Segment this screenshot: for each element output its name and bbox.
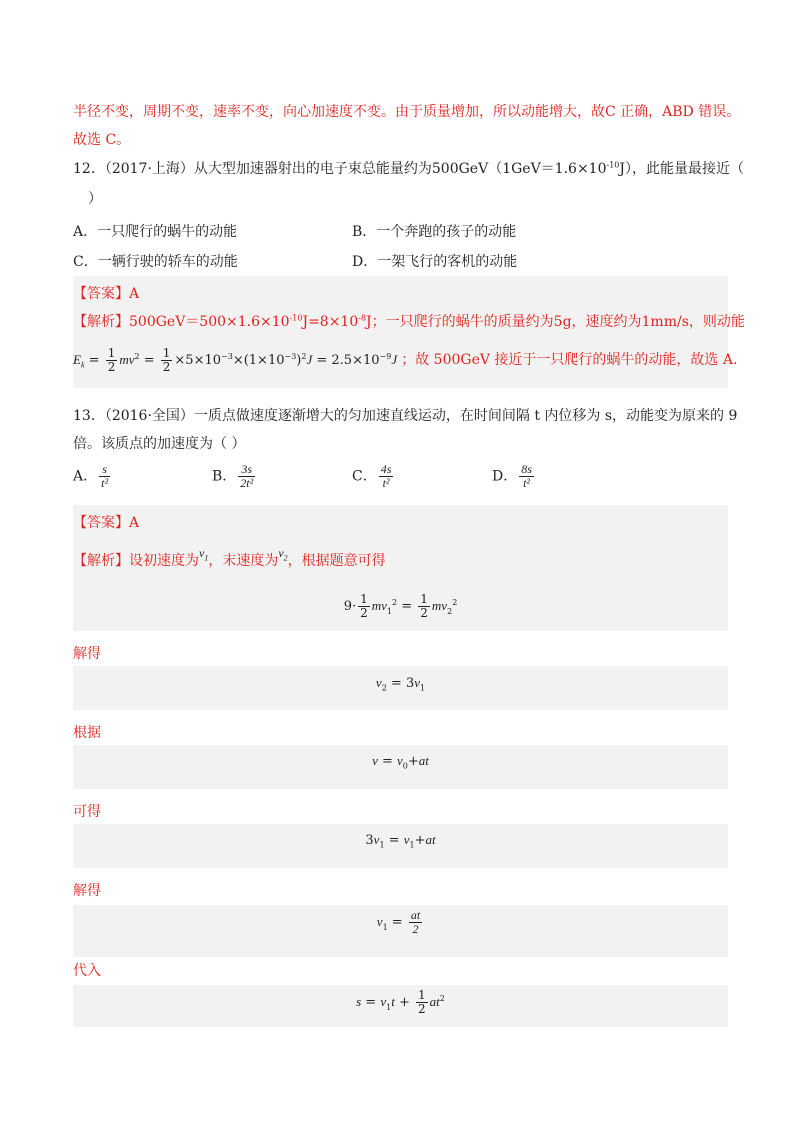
intro-line-1: 半径不变，周期不变，速率不变，向心加速度不变。由于质量增加，所以动能增大，故C 正确，ABD 错误。 (73, 104, 741, 120)
q13-step-5: 代入 (73, 963, 101, 979)
q13-answer: 【答案】A (73, 515, 140, 531)
q13-analysis-b: ，末速度为 (208, 553, 279, 569)
q12-analysis-mid: J=8×10 (302, 314, 359, 330)
q13-option-b-label: B． (212, 468, 237, 485)
q12-analysis-exp2: -8 (358, 313, 367, 323)
q12-stem (73, 158, 744, 178)
q13-option-a-num: s (99, 463, 110, 477)
q13-option-c-den: t² (382, 476, 390, 491)
q13-eq-2: $v_2 = 3v_1$ (375, 675, 426, 693)
q12-analysis-label: 【解析】 (73, 314, 129, 330)
q12-stem-line-2: ） (88, 191, 102, 207)
q13-option-d-num: 8s (521, 462, 532, 476)
q12-answer: 【答案】A (73, 286, 140, 302)
q13-step-4: 解得 (73, 883, 101, 899)
q13-step-3: 可得 (73, 804, 101, 820)
q12-analysis-exp1: -10 (289, 313, 303, 323)
q13-eq-1: 9· $\frac{1}{2}$ $mv_1^2$ = $\frac{1}{2}$ $mv_2^2$ (343, 592, 458, 621)
q12-stem-tail: J），此能量最接近（ (619, 161, 745, 177)
q13-step-1: 解得 (73, 646, 101, 662)
q12-stem-text: 12．（2017·上海）从大型加速器射出的电子束总能量约为500GeV（1GeV＝1.6×10 (73, 161, 607, 177)
q13-option-b (212, 463, 257, 490)
q12-analysis-rest: J；一只爬行的蜗牛的质量约为5g，速度约为1mm/s，则动能 (366, 314, 745, 330)
q13-analysis: 【解析】设初速度为$v_1$，末速度为$v_2$，根据题意可得 (73, 546, 386, 569)
q12-option-c: C．一辆行驶的轿车的动能 (73, 254, 238, 270)
q13-option-c (352, 463, 395, 490)
intro-line-2: 故选 C。 (73, 132, 131, 148)
q13-analysis-c: ，根据题意可得 (287, 553, 386, 569)
q13-eq-5: $v_1$ = $\frac{at}{2}$ (376, 908, 421, 937)
q13-analysis-a: 设初速度为 (129, 553, 199, 569)
q13-eq-4: $3v_1 = v_1+at$ (365, 832, 436, 850)
q12-option-b: B．一个奔跑的孩子的动能 (352, 224, 517, 240)
q13-option-d-den: t² (523, 476, 531, 491)
q13-eq-6: $s = v_1t$ + $\frac{1}{2}$ $at^2$ (356, 988, 445, 1017)
q13-option-d-label: D． (492, 468, 518, 485)
q12-option-a: A．一只爬行的蜗牛的动能 (73, 224, 238, 240)
q13-analysis-label: 【解析】 (73, 553, 129, 569)
q13-option-b-den: 2t² (240, 476, 254, 491)
q13-option-a-den: t² (101, 476, 109, 491)
q13-option-c-label: C． (352, 468, 377, 485)
q12-analysis-text: 500GeV＝500×1.6×10 (129, 314, 290, 330)
q13-option-d (492, 463, 536, 490)
q13-option-c-num: 4s (380, 462, 392, 476)
q13-stem-line-2: 倍。该质点的加速度为（ ） (73, 436, 246, 452)
q12-analysis (73, 311, 745, 331)
q12-option-d: D．一架飞行的客机的动能 (352, 254, 518, 270)
q13-eq-3: $v = v_0+at$ (372, 753, 429, 771)
q13-stem-line-1: 13．（2016·全国）一质点做速度逐渐增大的匀加速直线运动，在时间间隔 t 内位移为 s，动能变为原来的 9 (73, 408, 738, 424)
q13-option-b-num: 3s (238, 463, 255, 477)
q12-formula: $E_k$ = $\frac{1}{2}$ $mv^2$ = $\frac{1}{2}$ $\times 5\times 10^{-3}\times(1\times 10^{-3})^2J = 2.5\times 10^{-9}J$ ；故 500GeV 接近于一只爬行的蜗牛的动能，故选 A. (73, 346, 738, 375)
q13-option-a-label: A． (73, 468, 98, 485)
q13-step-2: 根据 (73, 725, 101, 741)
q13-option-a (73, 463, 112, 490)
q12-formula-tail: ；故 500GeV 接近于一只爬行的蜗牛的动能，故选 A. (401, 352, 738, 369)
q12-stem-exp: -10 (606, 160, 620, 170)
